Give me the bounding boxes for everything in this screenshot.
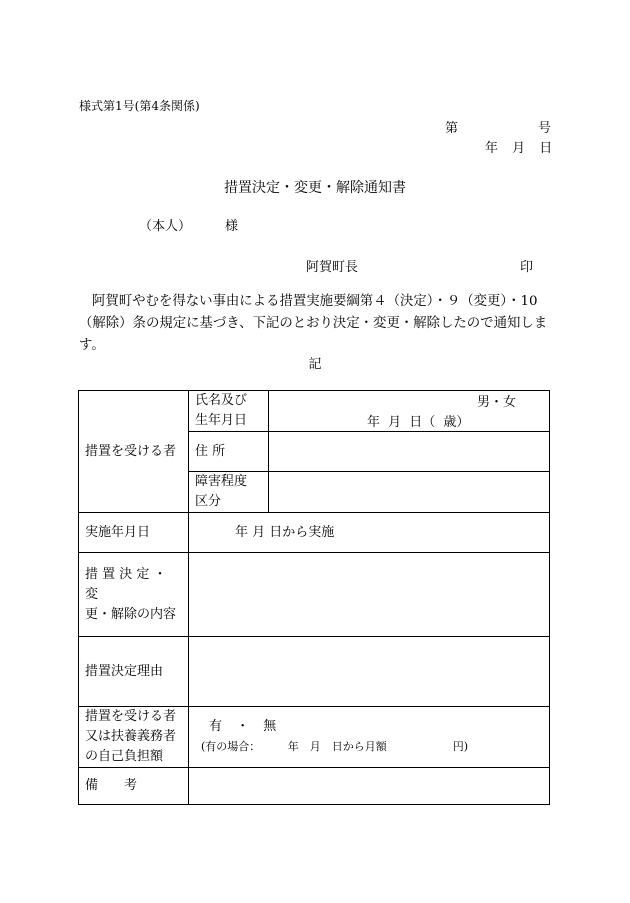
number-suffix: 号: [537, 121, 551, 136]
table-row: [79, 553, 550, 637]
content-value-cell[interactable]: [189, 553, 550, 637]
remarks-label-cell: 備 考: [79, 768, 189, 805]
document-title: 措置決定・変更・解除通知書: [224, 180, 406, 196]
dob-template: 年 月 日（ 歳）: [367, 415, 470, 430]
burden-choice: 有 ・ 無: [209, 719, 277, 734]
disability-value-cell[interactable]: [269, 472, 550, 513]
table-row: [79, 391, 550, 432]
burden-label-cell: [79, 707, 189, 768]
disability-label-line2: 区分: [195, 494, 222, 509]
details-table: [78, 390, 550, 805]
burden-label-line2: 又は扶養義務者: [85, 729, 177, 744]
issue-date-line: 年 月 日: [485, 141, 553, 156]
burden-label-line3: の自己負担額: [85, 749, 164, 764]
recipient-label: （本人）: [139, 219, 192, 234]
seal-mark: 印: [520, 260, 534, 275]
table-row: [79, 707, 550, 768]
remarks-value-cell[interactable]: [189, 768, 550, 805]
address-label-cell: 住 所: [189, 432, 269, 472]
form-number: 様式第1号(第4条関係): [79, 99, 200, 113]
address-value-cell[interactable]: [269, 432, 550, 472]
reason-label-cell: 措置決定理由: [79, 637, 189, 707]
notification-body: 阿賀町やむを得ない事由による措置実施要綱第４（決定）・９（変更）・10（解除）条の規定に基づき、下記のとおり決定・変更・解除したので通知します。: [79, 294, 548, 353]
table-row: [79, 513, 550, 553]
impl-date-value: 年 月 日から実施: [235, 524, 335, 540]
recipient-line: [139, 215, 238, 234]
note-heading: 記: [308, 357, 322, 372]
impl-date-label-cell: 実施年月日: [79, 513, 189, 553]
impl-date-value-cell[interactable]: [189, 513, 550, 553]
table-row: [79, 768, 550, 805]
name-dob-value-cell[interactable]: [269, 391, 550, 432]
content-label-cell: [79, 553, 189, 637]
burden-detail: (有の場合： 年 月 日から月額 円): [201, 740, 469, 753]
content-label-line2: 更・解除の内容: [85, 606, 177, 622]
name-dob-label-line2: 生年月日: [195, 413, 248, 428]
name-dob-label-line1: 氏名及び: [195, 393, 248, 408]
gender-options: 男・女: [476, 395, 516, 410]
burden-value-cell[interactable]: [189, 707, 550, 768]
disability-label-line1: 障害程度: [195, 474, 248, 489]
issuer-name: 阿賀町長: [306, 260, 359, 275]
name-dob-label-cell: [189, 391, 269, 432]
table-row: [79, 637, 550, 707]
recipient-honorific: 様: [225, 219, 239, 234]
recipient-header-cell: 措置を受ける者: [79, 391, 189, 513]
reason-value-cell[interactable]: [189, 637, 550, 707]
number-prefix: 第: [445, 121, 459, 136]
content-label-line1: 措 置 決 定 ・ 変: [85, 566, 167, 602]
disability-label-cell: [189, 472, 269, 513]
burden-label-line1: 措置を受ける者: [85, 709, 177, 724]
